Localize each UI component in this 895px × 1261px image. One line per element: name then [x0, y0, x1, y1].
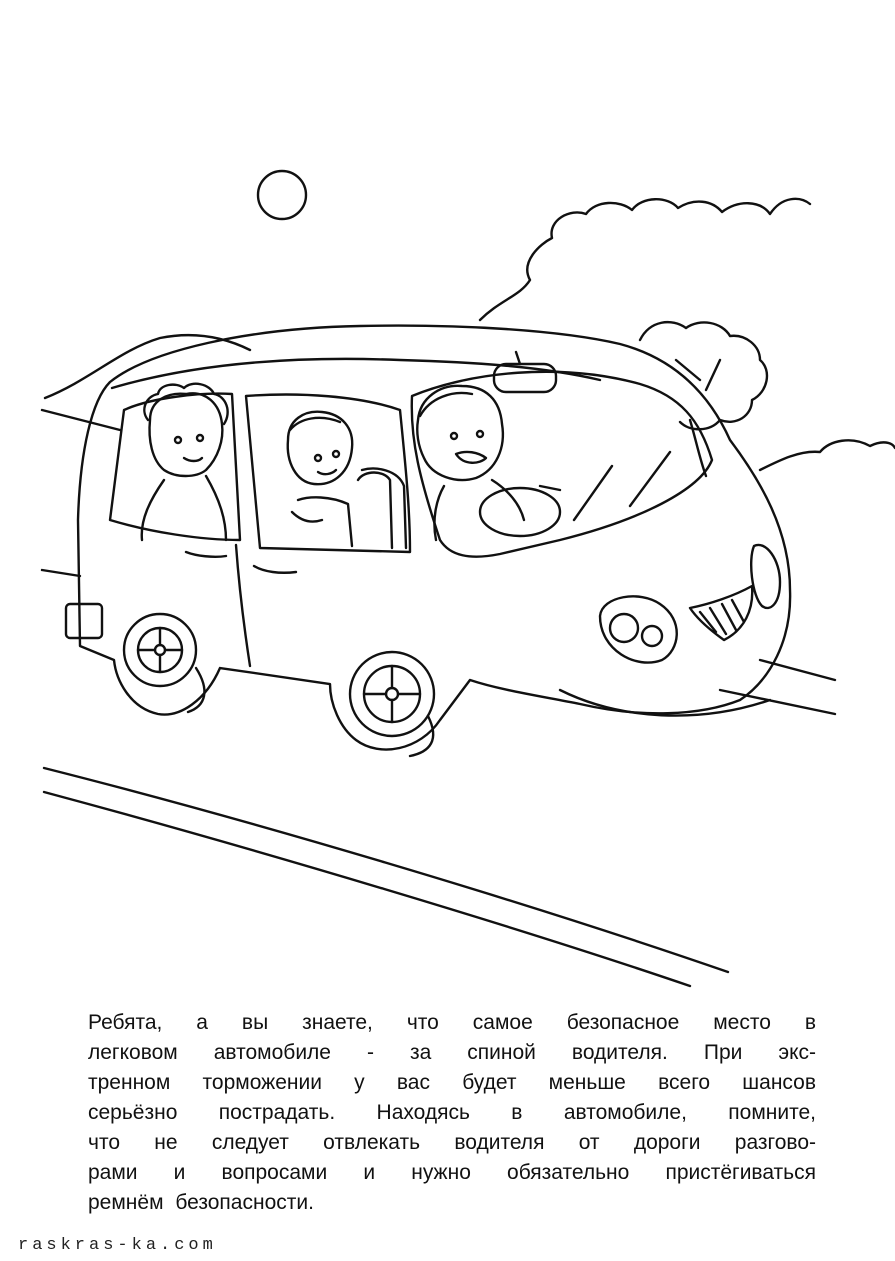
road-side-left: [42, 570, 80, 576]
tree-icon: [640, 322, 767, 476]
steering-wheel: [480, 488, 560, 536]
side-light: [751, 545, 780, 608]
caption-line: Ребята, а вы знаете, что самое безопасное место в: [88, 1011, 816, 1034]
seat: [358, 473, 392, 549]
driver-adult: [417, 386, 560, 540]
bush-outline: [760, 440, 895, 470]
caption-line: ремнём безопасности.: [88, 1191, 314, 1214]
road-edge-far: [42, 410, 120, 430]
grille: [690, 586, 752, 640]
passenger-child-rear: [142, 384, 228, 540]
road-side-right: [720, 660, 835, 714]
road-line-1: [44, 768, 728, 972]
site-watermark: raskras-ka.com: [18, 1236, 217, 1255]
road-line-2: [44, 792, 690, 986]
rear-light: [66, 604, 102, 638]
rear-wheel: [124, 614, 204, 712]
caption-line: тренном торможении у вас будет меньше всего шансов: [88, 1071, 816, 1094]
front-wheel: [350, 652, 434, 756]
caption-line: рами и вопросами и нужно обязательно пристёгиваться: [88, 1161, 816, 1184]
passenger-child-middle: [288, 412, 406, 548]
sun-icon: [258, 171, 306, 219]
caption-line: легковом автомобиле - за спиной водителя. При экс-: [88, 1041, 816, 1064]
cloud-outline: [480, 199, 810, 320]
car-windshield: [412, 372, 712, 557]
car-door-handle: [186, 552, 296, 573]
car-door-line: [236, 545, 250, 666]
caption-line: что не следует отвлекать водителя от дороги разгово-: [88, 1131, 816, 1154]
caption-line: серьёзно пострадать. Находясь в автомобиле, помните,: [88, 1101, 816, 1124]
wiper: [574, 452, 670, 520]
caption-text: [88, 1008, 816, 1218]
